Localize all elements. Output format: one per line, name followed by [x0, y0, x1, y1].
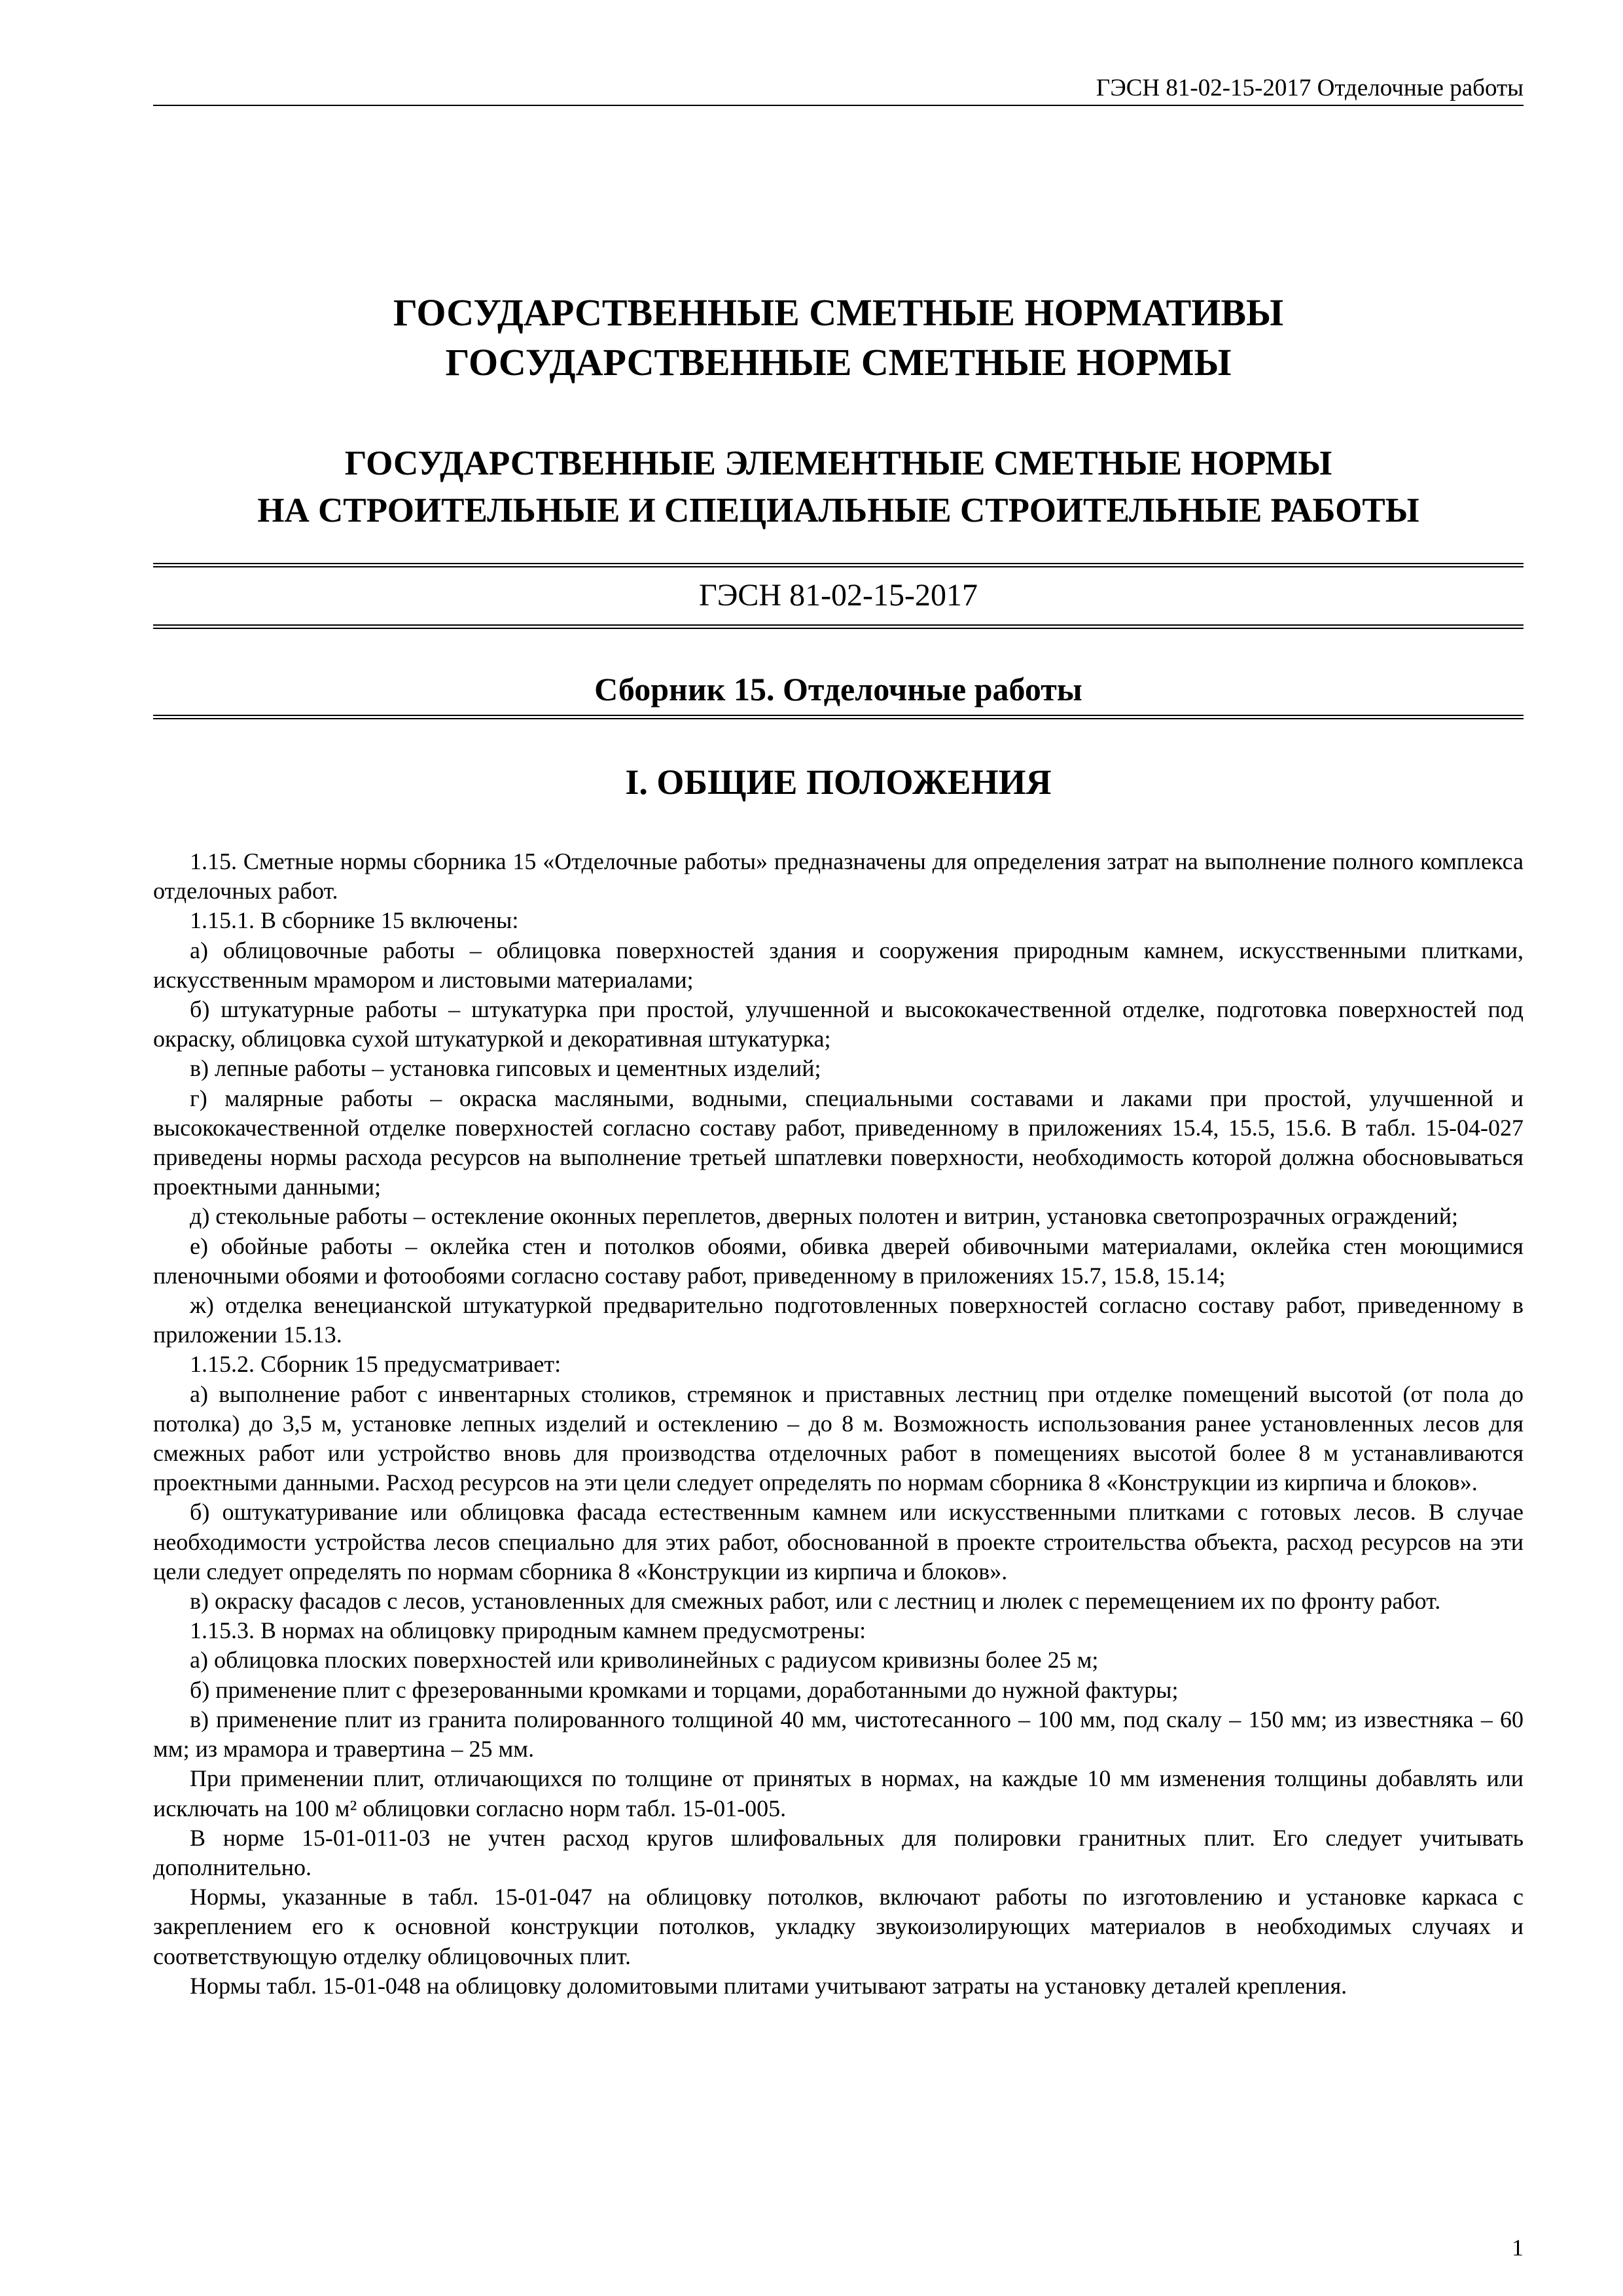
main-title-line-1: ГОСУДАРСТВЕННЫЕ СМЕТНЫЕ НОРМАТИВЫ — [393, 291, 1284, 334]
paragraph: б) штукатурные работы – штукатурка при простой, улучшенной и высококачественной отделке, подготовка поверхностей под окраску, облицовка сухой штукатуркой и декоративная штукатурка; — [153, 996, 1524, 1052]
paragraph: в) применение плит из гранита полированного толщиной 40 мм, чистотесанного – 100 мм, под скалу – 150 мм; из известняка – 60 мм; из мрамора и травертина – 25 мм. — [153, 1706, 1524, 1763]
section-title: I. ОБЩИЕ ПОЛОЖЕНИЯ — [625, 762, 1052, 802]
page-number: 1 — [1512, 2234, 1524, 2261]
running-header: ГЭСН 81-02-15-2017 Отделочные работы — [1096, 75, 1524, 101]
paragraph: а) выполнение работ с инвентарных столиков, стремянок и приставных лестниц при отделке помещений высотой (от пола до потолка) до 3,5 м, установке лепных изделий и остеклению – до 8 м. Возможность использования ранее установленных лесов для смежных работ или устройство вновь для производства отделочных работ в помещениях высотой более 8 м устанавливаются проектными данными. Расход ресурсов на эти цели следует определять по нормам сборника 8 «Конструкции из кирпича и блоков». — [153, 1380, 1524, 1496]
subtitle-line-1: ГОСУДАРСТВЕННЫЕ ЭЛЕМЕНТНЫЕ СМЕТНЫЕ НОРМЫ — [344, 444, 1332, 482]
header-rule — [153, 105, 1524, 106]
paragraph: 1.15. Сметные нормы сборника 15 «Отделочные работы» предназначены для определения затрат на выполнение полного комплекса отделочных работ. — [153, 848, 1524, 905]
main-title — [153, 288, 1524, 387]
document-code: ГЭСН 81-02-15-2017 — [698, 578, 978, 613]
body-text — [153, 847, 1524, 2001]
paragraph: г) малярные работы – окраска масляными, водными, специальными составами и лаками при простой, улучшенной и высококачественной отделке поверхностей согласно составу работ, приведенному в приложениях 15.4, 15.5, 15.6. В табл. 15-04-027 приведены нормы расхода ресурсов на выполнение третьей шпатлевки поверхности, необходимость которой должна обосновываться проектными данными; — [153, 1085, 1524, 1200]
paragraph: Нормы, указанные в табл. 15-01-047 на облицовку потолков, включают работы по изготовлению и установке каркаса с закреплением его к основной конструкции потолков, укладку звукоизолирующих материалов в необходимых случаях и соответствующую отделку облицовочных плит. — [153, 1884, 1524, 1969]
paragraph: Нормы табл. 15-01-048 на облицовку доломитовыми плитами учитывают затраты на установку деталей крепления. — [190, 1972, 1347, 1999]
paragraph: а) облицовка плоских поверхностей или криволинейных с радиусом кривизны более 25 м; — [190, 1647, 1099, 1674]
subtitle — [153, 440, 1524, 534]
paragraph: в) лепные работы – установка гипсовых и цементных изделий; — [190, 1055, 821, 1082]
paragraph: в) окраску фасадов с лесов, установленных для смежных работ, или с лестниц и люлек с перемещением их по фронту работ. — [190, 1588, 1441, 1615]
paragraph: е) обойные работы – оклейка стен и потолков обоями, обивка дверей обивочными материалами, оклейка стен моющимися пленочными обоями и фотообоями согласно составу работ, приведенному в приложениях 15.7, 15.8, 15.14; — [153, 1232, 1524, 1289]
paragraph: В норме 15-01-011-03 не учтен расход кругов шлифовальных для полировки гранитных плит. Его следует учитывать дополнительно. — [153, 1824, 1524, 1880]
double-rule-middle — [153, 624, 1524, 629]
paragraph: 1.15.1. В сборнике 15 включены: — [190, 907, 519, 934]
paragraph: д) стекольные работы – остекление оконных переплетов, дверных полотен и витрин, установка светопрозрачных ограждений; — [190, 1203, 1458, 1230]
paragraph: 1.15.3. В нормах на облицовку природным камнем предусмотрены: — [190, 1617, 866, 1644]
paragraph: б) применение плит с фрезерованными кромками и торцами, доработанными до нужной фактуры; — [190, 1676, 1179, 1703]
paragraph: При применении плит, отличающихся по толщине от принятых в нормах, на каждые 10 мм изменения толщины добавлять или исключать на 100 м² облицовки согласно норм табл. 15-01-005. — [153, 1765, 1524, 1821]
subtitle-line-2: НА СТРОИТЕЛЬНЫЕ И СПЕЦИАЛЬНЫЕ СТРОИТЕЛЬНЫЕ РАБОТЫ — [257, 492, 1419, 529]
collection-title: Сборник 15. Отделочные работы — [594, 671, 1082, 708]
double-rule-bottom — [153, 715, 1524, 719]
paragraph: б) оштукатуривание или облицовка фасада естественным камнем или искусственными плитками с готовых лесов. В случае необходимости устройства лесов специально для этих работ, обоснованной в проекте строительства объекта, расход ресурсов на эти цели следует определять по нормам сборника 8 «Конструкции из кирпича и блоков». — [153, 1499, 1524, 1585]
paragraph: а) облицовочные работы – облицовка поверхностей здания и сооружения природным камнем, искусственными плитками, искусственным мрамором и листовыми материалами; — [153, 937, 1524, 993]
paragraph: 1.15.2. Сборник 15 предусматривает: — [190, 1351, 562, 1378]
paragraph: ж) отделка венецианской штукатуркой предварительно подготовленных поверхностей согласно составу работ, приведенному в приложении 15.13. — [153, 1292, 1524, 1348]
main-title-line-2: ГОСУДАРСТВЕННЫЕ СМЕТНЫЕ НОРМЫ — [445, 341, 1232, 384]
double-rule-top — [153, 563, 1524, 567]
